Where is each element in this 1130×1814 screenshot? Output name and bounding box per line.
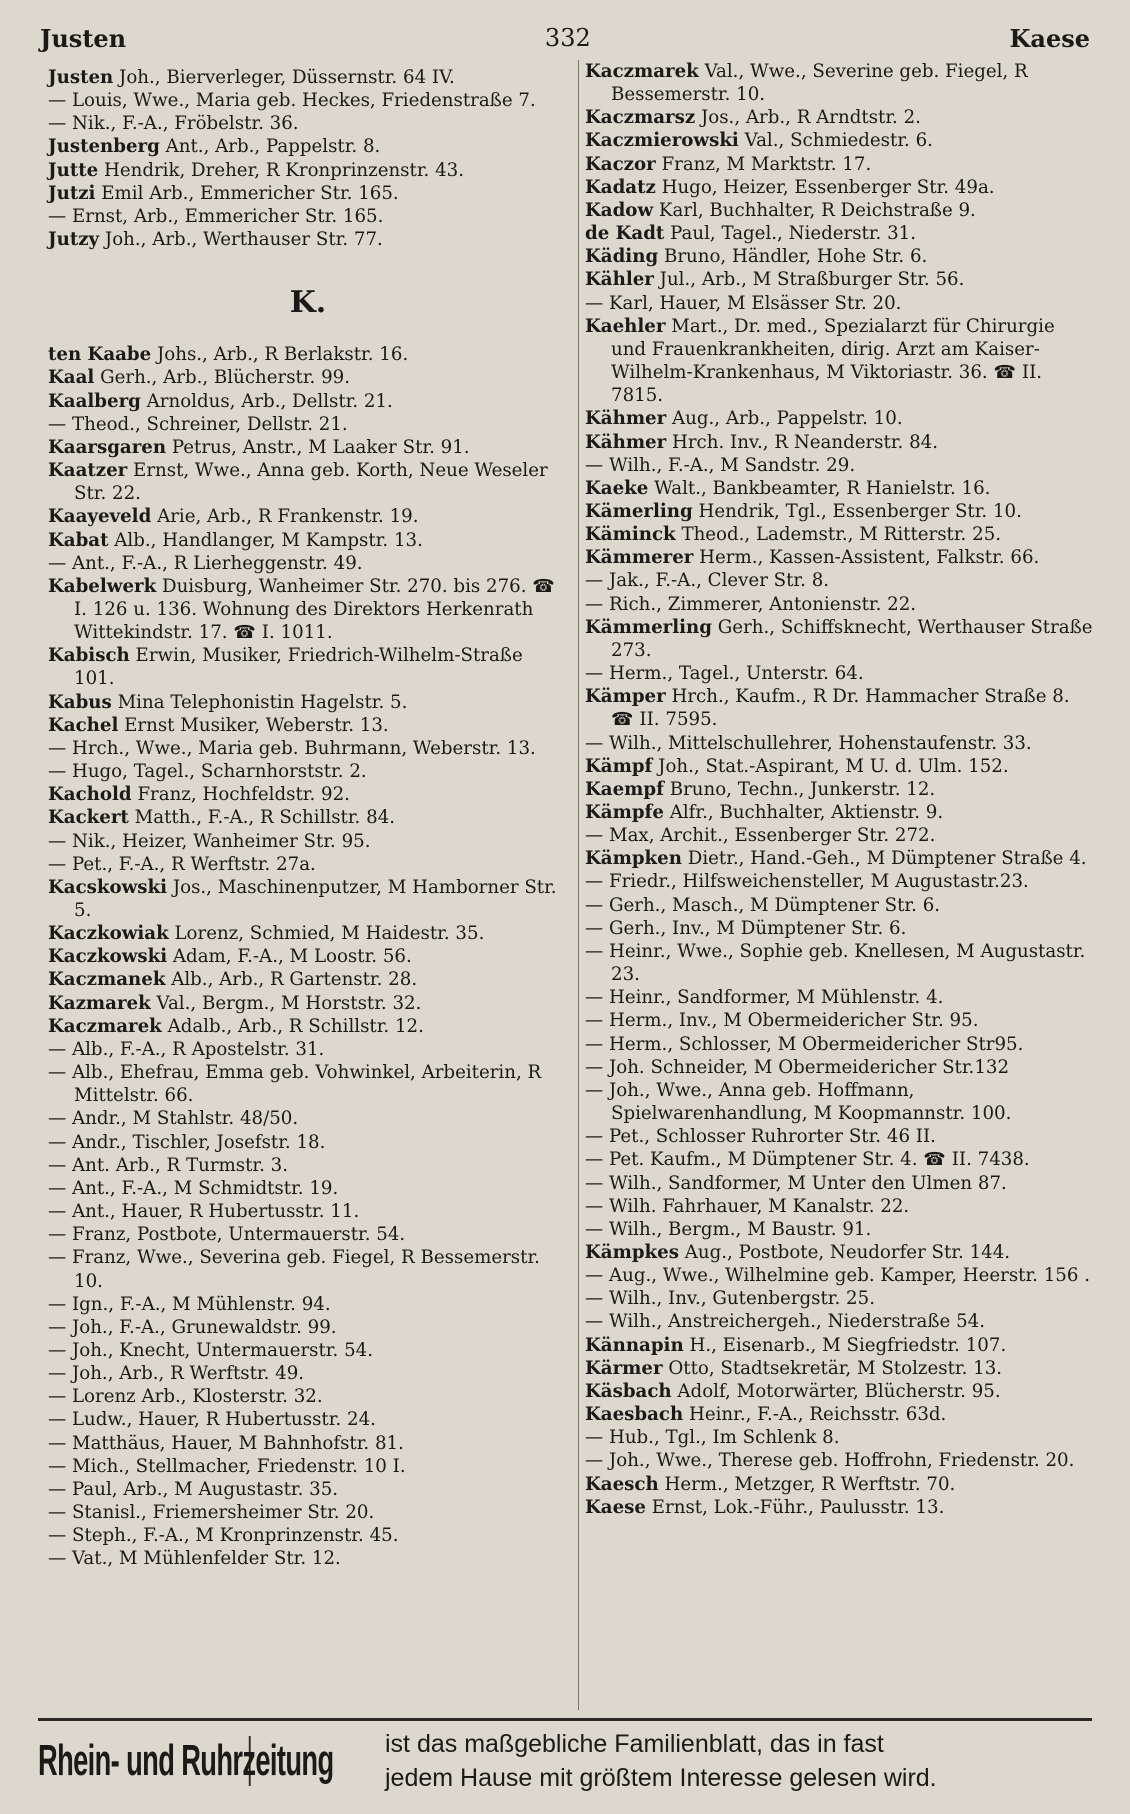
directory-entry: Kackert Matth., F.-A., R Schillstr. 84.: [48, 807, 396, 829]
directory-entry: Kadow Karl, Buchhalter, R Deichstraße 9.: [585, 199, 976, 221]
directory-entry: Kähmer Hrch. Inv., R Neanderstr. 84.: [585, 431, 939, 453]
directory-entry: — Joh., Knecht, Untermauerstr. 54.: [48, 1339, 373, 1361]
page-number: 332: [544, 24, 591, 52]
directory-entry: — Hub., Tgl., Im Schlenk 8.: [585, 1427, 840, 1449]
directory-entry: Kähler Jul., Arb., M Straßburger Str. 56.: [585, 269, 965, 291]
header-left-keyword: Justen: [40, 23, 127, 53]
directory-entry: — Lorenz Arb., Klosterstr. 32.: [48, 1386, 323, 1408]
directory-entry: Kähmer Aug., Arb., Pappelstr. 10.: [585, 408, 903, 430]
directory-entry: Kachold Franz, Hochfeldstr. 92.: [48, 784, 350, 806]
directory-entry: Käsbach Adolf, Motorwärter, Blücherstr. 95.: [585, 1380, 1001, 1402]
directory-entry: — Pet., F.-A., R Werftstr. 27a.: [48, 853, 316, 875]
page-header: [40, 18, 1090, 58]
directory-entry: Kaesbach Heinr., F.-A., Reichsstr. 63d.: [585, 1404, 947, 1426]
directory-entry: Kaczmarek Val., Wwe., Severine geb. Fiegel, R Bessemerstr. 10.: [585, 61, 1028, 106]
directory-entry: Kämpken Dietr., Hand.-Geh., M Dümptener Straße 4.: [585, 848, 1087, 870]
directory-entry: — Joh. Schneider, M Obermeidericher Str.132: [585, 1056, 1010, 1078]
section-letter: K.: [289, 285, 327, 321]
slogan-line-2: jedem Hause mit größtem Interesse gelesen wird.: [385, 1764, 937, 1792]
directory-entry: Kaal Gerh., Arb., Blücherstr. 99.: [48, 367, 351, 389]
directory-entry: — Pet., Schlosser Ruhrorter Str. 46 II.: [585, 1126, 936, 1148]
directory-entry: Käminck Theod., Lademstr., M Ritterstr. 25.: [585, 524, 1002, 546]
directory-entry: — Matthäus, Hauer, M Bahnhofstr. 81.: [48, 1432, 404, 1454]
directory-entry: Kaese Ernst, Lok.-Führ., Paulusstr. 13.: [585, 1496, 945, 1518]
directory-entry: — Wilh., Mittelschullehrer, Hohenstaufenstr. 33.: [585, 732, 1032, 754]
directory-entry: — Joh., Wwe., Anna geb. Hoffmann, Spielwarenhandlung, M Koopmannstr. 100.: [585, 1079, 1012, 1125]
directory-entry: Käding Bruno, Händler, Hohe Str. 6.: [585, 246, 928, 268]
directory-entry: — Wilh., Anstreichergeh., Niederstraße 54.: [585, 1311, 986, 1333]
directory-entry: — Jak., F.-A., Clever Str. 8.: [585, 570, 830, 592]
directory-entry: Kachel Ernst Musiker, Weberstr. 13.: [48, 714, 389, 736]
directory-entry: Kärmer Otto, Stadtsekretär, M Stolzestr. 13.: [585, 1357, 1003, 1379]
left-entries-k: [48, 343, 568, 1570]
advertisement-banner: [38, 1718, 1092, 1801]
left-column: [48, 66, 568, 1571]
directory-entry: — Wilh. Fahrhauer, M Kanalstr. 22.: [585, 1195, 910, 1217]
header-right-keyword: Kaese: [1009, 23, 1090, 53]
directory-entry: — Alb., Ehefrau, Emma geb. Vohwinkel, Arbeiterin, R Mittelstr. 66.: [48, 1062, 542, 1107]
directory-entry: Kaczkowiak Lorenz, Schmied, M Haidestr. 35.: [48, 923, 485, 945]
directory-entry: — Wilh., Bergm., M Baustr. 91.: [585, 1218, 872, 1240]
directory-entry: ten Kaabe Johs., Arb., R Berlakstr. 16.: [48, 344, 409, 366]
directory-entry: — Max, Archit., Essenberger Str. 272.: [585, 825, 936, 847]
directory-entry: Kaeke Walt., Bankbeamter, R Hanielstr. 16.: [585, 477, 991, 499]
directory-entry: — Ant., F.-A., R Lierheggenstr. 49.: [48, 552, 363, 574]
directory-entry: — Ant., F.-A., M Schmidtstr. 19.: [48, 1177, 339, 1199]
directory-entry: Justen Joh., Bierverleger, Düssernstr. 64 IV.: [48, 67, 455, 88]
directory-entry: Kaayeveld Arie, Arb., R Frankenstr. 19.: [48, 506, 419, 528]
advertisement-slogan: [385, 1727, 937, 1795]
directory-entry: Kaczmarek Adalb., Arb., R Schillstr. 12.: [48, 1015, 424, 1037]
directory-entry: — Aug., Wwe., Wilhelmine geb. Kamper, Heerstr. 156 .: [585, 1265, 1091, 1287]
directory-entry: Jutte Hendrik, Dreher, R Kronprinzenstr. 43.: [48, 159, 465, 181]
directory-entry: Kaempf Bruno, Techn., Junkerstr. 12.: [585, 778, 936, 800]
directory-entry: Kämper Hrch., Kaufm., R Dr. Hammacher Straße 8. ☎ II. 7595.: [585, 686, 1070, 731]
directory-entry: — Paul, Arb., M Augustastr. 35.: [48, 1478, 339, 1500]
directory-entry: Kacskowski Jos., Maschinenputzer, M Hamborner Str. 5.: [48, 876, 557, 921]
directory-entry: — Gerh., Inv., M Dümptener Str. 6.: [585, 917, 907, 939]
directory-entry: — Nik., F.-A., Fröbelstr. 36.: [48, 113, 299, 135]
directory-entry: Kaczmanek Alb., Arb., R Gartenstr. 28.: [48, 969, 418, 991]
directory-entry: — Joh., Arb., R Werftstr. 49.: [48, 1363, 305, 1385]
directory-entry: — Stanisl., Friemersheimer Str. 20.: [48, 1502, 375, 1524]
directory-entry: — Hugo, Tagel., Scharnhorststr. 2.: [48, 761, 367, 783]
right-entries: [585, 60, 1095, 1519]
directory-entry: Kämerling Hendrik, Tgl., Essenberger Str. 10.: [585, 500, 1022, 522]
directory-entry: Kabus Mina Telephonistin Hagelstr. 5.: [48, 691, 408, 713]
directory-entry: Kabelwerk Duisburg, Wanheimer Str. 270. bis 276. ☎ I. 126 u. 136. Wohnung des Direktors Herkenrath Wittekindstr. 17. ☎ I. 1011.: [48, 575, 555, 644]
directory-entry: Jutzy Joh., Arb., Werthauser Str. 77.: [48, 229, 383, 251]
directory-entry: — Franz, Postbote, Untermauerstr. 54.: [48, 1224, 406, 1246]
directory-entry: Jutzi Emil Arb., Emmericher Str. 165.: [48, 182, 399, 204]
directory-entry: — Joh., Wwe., Therese geb. Hoffrohn, Friedenstr. 20.: [585, 1450, 1075, 1472]
directory-entry: — Pet. Kaufm., M Dümptener Str. 4. ☎ II. 7438.: [585, 1149, 1030, 1171]
directory-entry: — Alb., F.-A., R Apostelstr. 31.: [48, 1038, 325, 1060]
directory-entry: de Kadt Paul, Tagel., Niederstr. 31.: [585, 223, 917, 245]
directory-entry: — Gerh., Masch., M Dümptener Str. 6.: [585, 894, 941, 916]
directory-entry: — Ant. Arb., R Turmstr. 3.: [48, 1154, 289, 1176]
directory-entry: — Wilh., F.-A., M Sandstr. 29.: [585, 454, 856, 476]
directory-entry: — Friedr., Hilfsweichensteller, M Augustastr.23.: [585, 871, 1029, 893]
directory-entry: Kämpfe Alfr., Buchhalter, Aktienstr. 9.: [585, 802, 944, 823]
directory-entry: — Steph., F.-A., M Kronprinzenstr. 45.: [48, 1525, 399, 1547]
directory-entry: — Vat., M Mühlenfelder Str. 12.: [48, 1548, 341, 1570]
directory-entry: Kadatz Hugo, Heizer, Essenberger Str. 49a.: [585, 176, 995, 198]
directory-entry: — Rich., Zimmerer, Antonienstr. 22.: [585, 593, 917, 615]
directory-entry: Kämmerer Herm., Kassen-Assistent, Falkstr. 66.: [585, 547, 1040, 569]
directory-entry: Kaczmierowski Val., Schmiedestr. 6.: [585, 130, 933, 152]
directory-entry: Kämpkes Aug., Postbote, Neudorfer Str. 144.: [585, 1241, 1011, 1263]
directory-entry: Kaarsgaren Petrus, Anstr., M Laaker Str. 91.: [48, 436, 470, 458]
directory-entry: Kämpf Joh., Stat.-Aspirant, M U. d. Ulm. 152.: [585, 755, 1009, 777]
directory-entry: — Mich., Stellmacher, Friedenstr. 10 I.: [48, 1455, 406, 1477]
directory-entry: Kaalberg Arnoldus, Arb., Dellstr. 21.: [48, 390, 393, 412]
directory-entry: — Andr., M Stahlstr. 48/50.: [48, 1108, 299, 1130]
right-column: [578, 60, 1095, 1710]
directory-entry: — Franz, Wwe., Severina geb. Fiegel, R Bessemerstr. 10.: [48, 1247, 540, 1292]
directory-entry: — Wilh., Inv., Gutenbergstr. 25.: [585, 1288, 875, 1310]
directory-entry: Kazmarek Val., Bergm., M Horststr. 32.: [48, 992, 422, 1014]
directory-entry: Kaczor Franz, M Marktstr. 17.: [585, 153, 872, 175]
directory-entry: Kaczmarsz Jos., Arb., R Arndtstr. 2.: [585, 107, 921, 129]
directory-entry: Kaatzer Ernst, Wwe., Anna geb. Korth, Neue Weseler Str. 22.: [48, 460, 548, 505]
directory-entry: Kaesch Herm., Metzger, R Werftstr. 70.: [585, 1473, 956, 1495]
directory-entry: — Theod., Schreiner, Dellstr. 21.: [48, 413, 348, 435]
directory-entry: Kaczkowski Adam, F.-A., M Loostr. 56.: [48, 946, 412, 968]
directory-entry: Justenberg Ant., Arb., Pappelstr. 8.: [48, 136, 381, 158]
directory-entry: — Herm., Tagel., Unterstr. 64.: [585, 663, 864, 685]
directory-entry: — Nik., Heizer, Wanheimer Str. 95.: [48, 830, 371, 852]
directory-entry: — Ign., F.-A., M Mühlenstr. 94.: [48, 1293, 331, 1315]
directory-entry: — Herm., Inv., M Obermeidericher Str. 95.: [585, 1010, 979, 1032]
newspaper-brand: Rhein- und Ruhrzeitung: [38, 1736, 334, 1785]
directory-entry: Kännapin H., Eisenarb., M Siegfriedstr. 107.: [585, 1334, 1007, 1356]
directory-entry: — Heinr., Wwe., Sophie geb. Knellesen, M Augustastr. 23.: [585, 940, 1086, 986]
directory-entry: Kabisch Erwin, Musiker, Friedrich-Wilhelm-Straße 101.: [48, 645, 523, 690]
directory-entry: — Ant., Hauer, R Hubertusstr. 11.: [48, 1201, 360, 1223]
directory-entry: — Karl, Hauer, M Elsässer Str. 20.: [585, 292, 902, 314]
directory-entry: — Herm., Schlosser, M Obermeidericher Str95.: [585, 1033, 1024, 1055]
directory-entry: — Andr., Tischler, Josefstr. 18.: [48, 1131, 326, 1153]
directory-entry: — Ernst, Arb., Emmericher Str. 165.: [48, 205, 384, 227]
directory-entry: — Heinr., Sandformer, M Mühlenstr. 4.: [585, 987, 944, 1009]
directory-entry: — Joh., F.-A., Grunewaldstr. 99.: [48, 1316, 337, 1338]
slogan-line-1: ist das maßgebliche Familienblatt, das in fast: [385, 1730, 884, 1758]
directory-entry: Kaehler Mart., Dr. med., Spezialarzt für Chirurgie und Frauenkrankheiten, dirig. Arzt am Kaiser-Wilhelm-Krankenhaus, M Viktoriastr. 36. ☎ II. 7815.: [585, 315, 1055, 407]
directory-entry: Kämmerling Gerh., Schiffsknecht, Werthauser Straße 273.: [585, 616, 1093, 661]
directory-entry: — Ludw., Hauer, R Hubertusstr. 24.: [48, 1409, 376, 1431]
directory-entry: — Louis, Wwe., Maria geb. Heckes, Friedenstraße 7.: [48, 90, 536, 112]
directory-entry: — Hrch., Wwe., Maria geb. Buhrmann, Weberstr. 13.: [48, 737, 536, 759]
directory-entry: Kabat Alb., Handlanger, M Kampstr. 13.: [48, 529, 423, 551]
directory-entry: — Wilh., Sandformer, M Unter den Ulmen 87.: [585, 1172, 1007, 1194]
left-entries-j: [48, 66, 568, 251]
